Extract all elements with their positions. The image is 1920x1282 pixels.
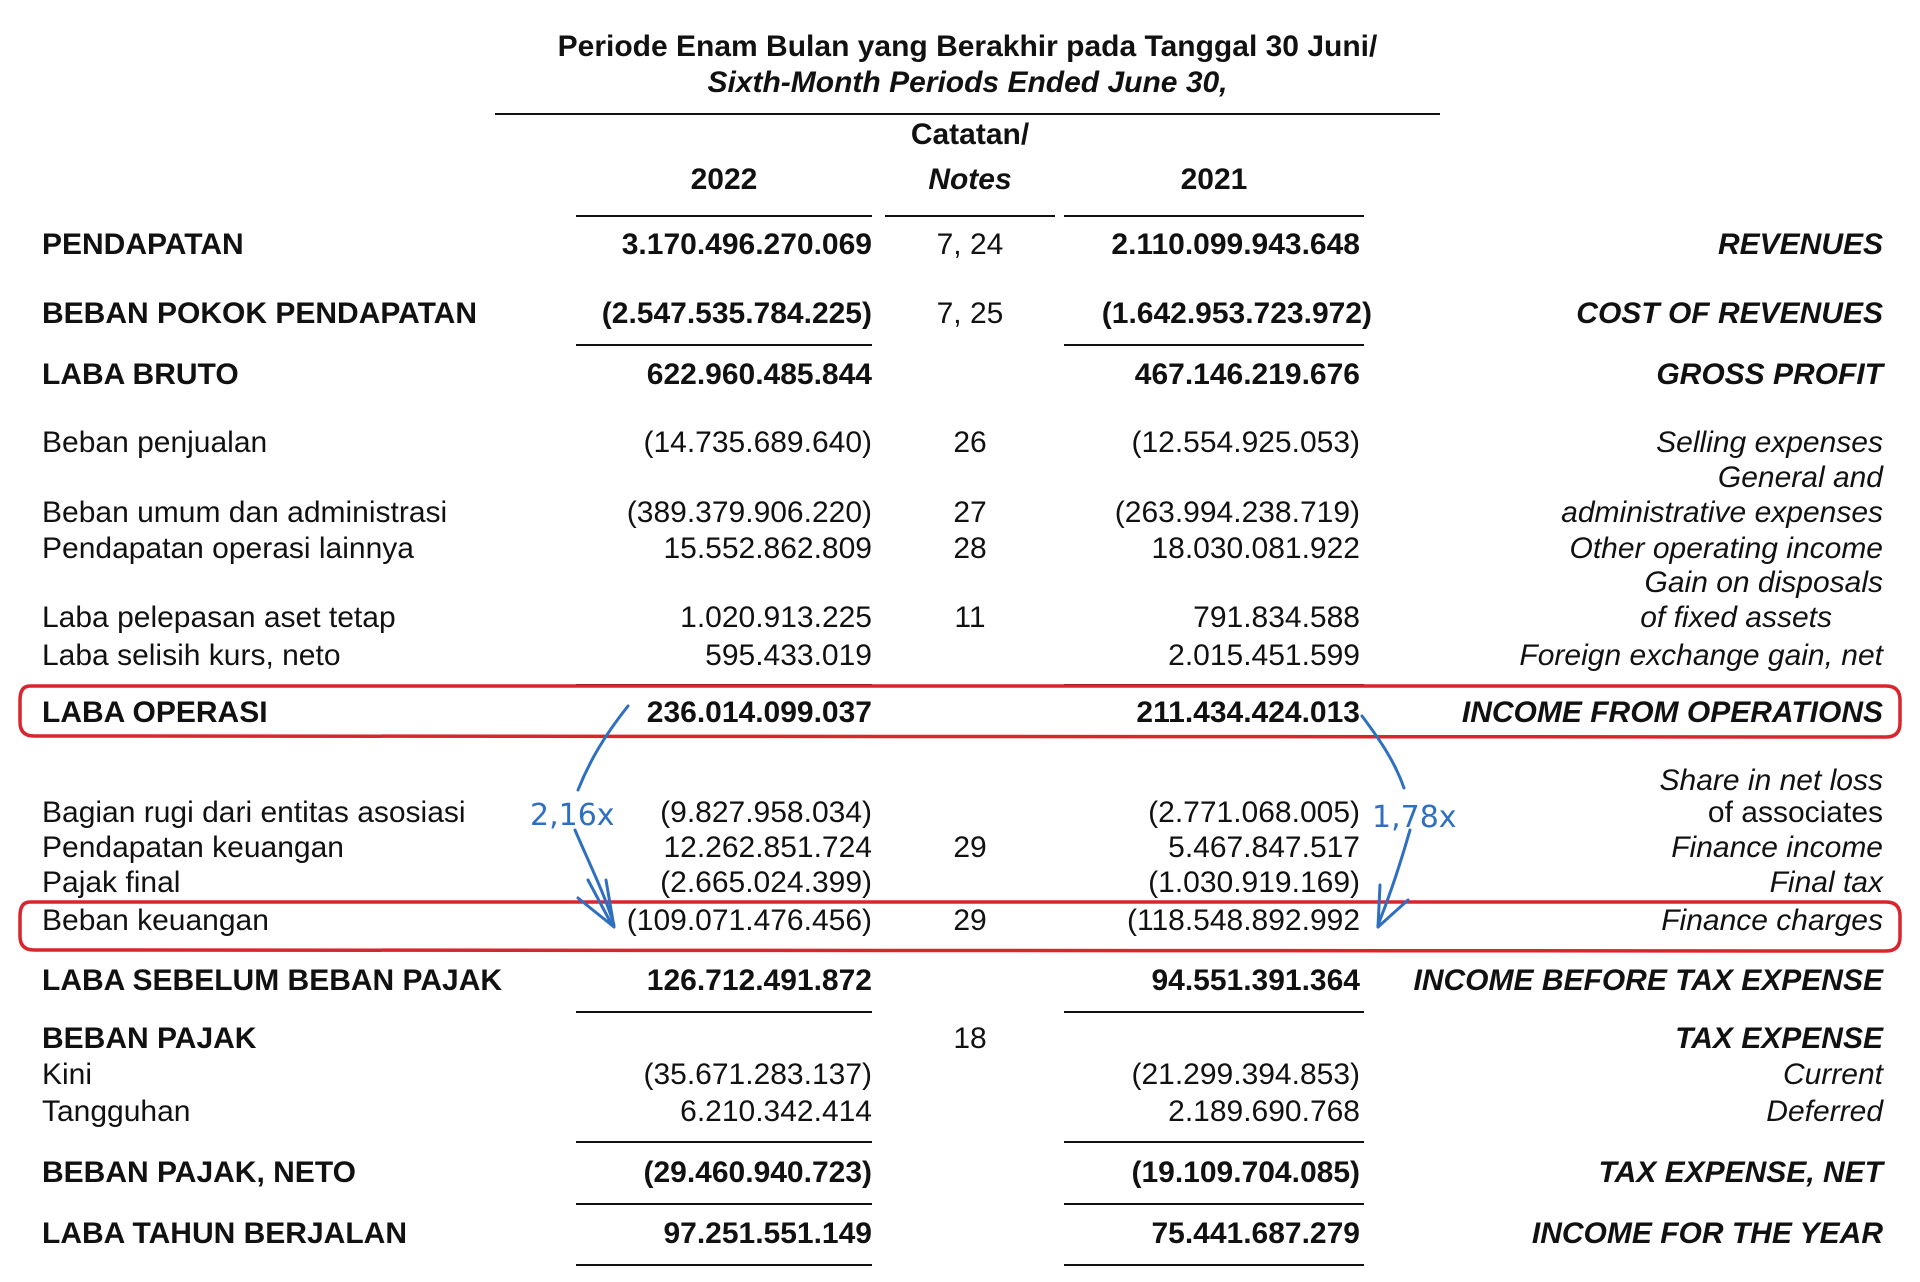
value-2021: 2.189.690.768	[1168, 1095, 1360, 1128]
period-title-english: Sixth-Month Periods Ended June 30,	[707, 66, 1228, 99]
value-2022: (35.671.283.137)	[643, 1058, 872, 1091]
row-label-english: REVENUES	[1717, 228, 1883, 261]
row-label: BEBAN PAJAK	[42, 1022, 257, 1055]
note-ref: 7, 24	[936, 228, 1004, 261]
note-ref: 11	[954, 601, 986, 634]
row-label: Beban penjualan	[42, 426, 268, 459]
row-label-english: of associates	[1707, 796, 1883, 829]
value-2022: (109.071.476.456)	[626, 904, 872, 937]
row-label-english: Finance income	[1671, 831, 1883, 864]
value-2022: 622.960.485.844	[646, 358, 872, 391]
row-label-english: INCOME FROM OPERATIONS	[1461, 696, 1883, 729]
row-label: LABA SEBELUM BEBAN PAJAK	[42, 964, 503, 997]
row-label: LABA OPERASI	[42, 696, 268, 729]
row-label-english: Deferred	[1766, 1095, 1883, 1128]
note-ref: 29	[953, 904, 987, 937]
notes-header-english: Notes	[928, 163, 1012, 196]
value-2021: 211.434.424.013	[1136, 696, 1360, 729]
arrow-2021-head	[1378, 885, 1408, 927]
value-2022: (29.460.940.723)	[643, 1156, 872, 1189]
row-label-english: Finance charges	[1661, 904, 1883, 937]
row-label-english: COST OF REVENUES	[1576, 297, 1883, 330]
value-2022: 3.170.496.270.069	[621, 228, 872, 261]
note-ref: 18	[953, 1022, 987, 1055]
value-2022: 595.433.019	[705, 639, 872, 672]
value-2021: (12.554.925.053)	[1131, 426, 1360, 459]
row-label: Kini	[42, 1058, 93, 1091]
value-2021: 467.146.219.676	[1134, 358, 1360, 391]
row-label-english: TAX EXPENSE, NET	[1598, 1156, 1883, 1189]
value-2021: 94.551.391.364	[1151, 964, 1360, 997]
row-label-english: of fixed assets	[1640, 601, 1832, 634]
column-year-2022: 2022	[690, 163, 758, 196]
row-label: BEBAN POKOK PENDAPATAN	[42, 297, 478, 330]
row-label-english: Current	[1782, 1058, 1883, 1091]
value-2021: 2.110.099.943.648	[1111, 228, 1360, 261]
row-label-english: INCOME BEFORE TAX EXPENSE	[1413, 964, 1883, 997]
row-label: Beban keuangan	[42, 904, 269, 937]
notes-header: Catatan/	[910, 118, 1030, 151]
highlight-box-finance-charges	[20, 902, 1900, 951]
value-2021: 5.467.847.517	[1168, 831, 1360, 864]
value-2022: 126.712.491.872	[646, 964, 872, 997]
value-2021: 18.030.081.922	[1151, 532, 1360, 565]
value-2021: (2.771.068.005)	[1148, 796, 1360, 829]
value-2022: (2.547.535.784.225)	[601, 297, 872, 330]
row-label: Laba selisih kurs, neto	[42, 639, 341, 672]
value-2021: (1.030.919.169)	[1148, 866, 1360, 899]
value-2022: 236.014.099.037	[646, 696, 872, 729]
row-label: Laba pelepasan aset tetap	[42, 601, 396, 634]
row-label: Pajak final	[42, 866, 181, 899]
row-label-english: Gain on disposals	[1644, 566, 1883, 599]
row-label-english: Foreign exchange gain, net	[1519, 639, 1883, 672]
row-label-english: administrative expenses	[1561, 496, 1883, 529]
value-2022: (389.379.906.220)	[626, 496, 872, 529]
row-label-english: General and	[1717, 461, 1883, 494]
value-2021: 2.015.451.599	[1168, 639, 1360, 672]
value-2021: (21.299.394.853)	[1131, 1058, 1360, 1091]
note-ref: 26	[953, 426, 987, 459]
row-label-english: Final tax	[1769, 866, 1883, 899]
row-label: PENDAPATAN	[42, 228, 244, 261]
row-label: Beban umum dan administrasi	[42, 496, 448, 529]
row-label: Bagian rugi dari entitas asosiasi	[42, 796, 466, 829]
value-2022: 6.210.342.414	[680, 1095, 872, 1128]
row-label-english: TAX EXPENSE	[1675, 1022, 1883, 1055]
row-label-english: Share in net loss	[1659, 764, 1883, 797]
note-ref: 29	[953, 831, 987, 864]
value-2021: (1.642.953.723.972)	[1101, 297, 1372, 330]
value-2022: (14.735.689.640)	[643, 426, 872, 459]
value-2021: 75.441.687.279	[1151, 1217, 1360, 1250]
row-label: Pendapatan keuangan	[42, 831, 344, 864]
row-label-english: Other operating income	[1569, 532, 1883, 565]
row-label-english: Selling expenses	[1656, 426, 1883, 459]
value-2022: (9.827.958.034)	[660, 796, 872, 829]
note-ref: 27	[953, 496, 987, 529]
value-2022: 97.251.551.149	[663, 1217, 872, 1250]
row-label: LABA BRUTO	[42, 358, 239, 391]
row-label: BEBAN PAJAK, NETO	[42, 1156, 356, 1189]
value-2021: 791.834.588	[1193, 601, 1360, 634]
row-label-english: INCOME FOR THE YEAR	[1531, 1217, 1883, 1250]
note-ref: 28	[953, 532, 987, 565]
value-2022: 1.020.913.225	[680, 601, 872, 634]
value-2021: (118.548.892.992	[1127, 904, 1360, 937]
ratio-annotation-2022: 2,16x	[530, 798, 615, 833]
value-2022: 15.552.862.809	[663, 532, 872, 565]
note-ref: 7, 25	[936, 297, 1004, 330]
value-2022: 12.262.851.724	[663, 831, 872, 864]
column-year-2021: 2021	[1180, 163, 1248, 196]
ratio-annotation-2021: 1,78x	[1372, 800, 1457, 835]
row-label: Tangguhan	[42, 1095, 191, 1128]
row-label: Pendapatan operasi lainnya	[42, 532, 414, 565]
row-label: LABA TAHUN BERJALAN	[42, 1217, 407, 1250]
highlight-box-income-from-operations	[20, 686, 1900, 737]
value-2022: (2.665.024.399)	[660, 866, 872, 899]
period-title: Periode Enam Bulan yang Berakhir pada Tanggal 30 Juni/	[557, 30, 1378, 63]
row-label-english: GROSS PROFIT	[1656, 358, 1883, 391]
value-2021: (263.994.238.719)	[1114, 496, 1360, 529]
value-2021: (19.109.704.085)	[1131, 1156, 1360, 1189]
